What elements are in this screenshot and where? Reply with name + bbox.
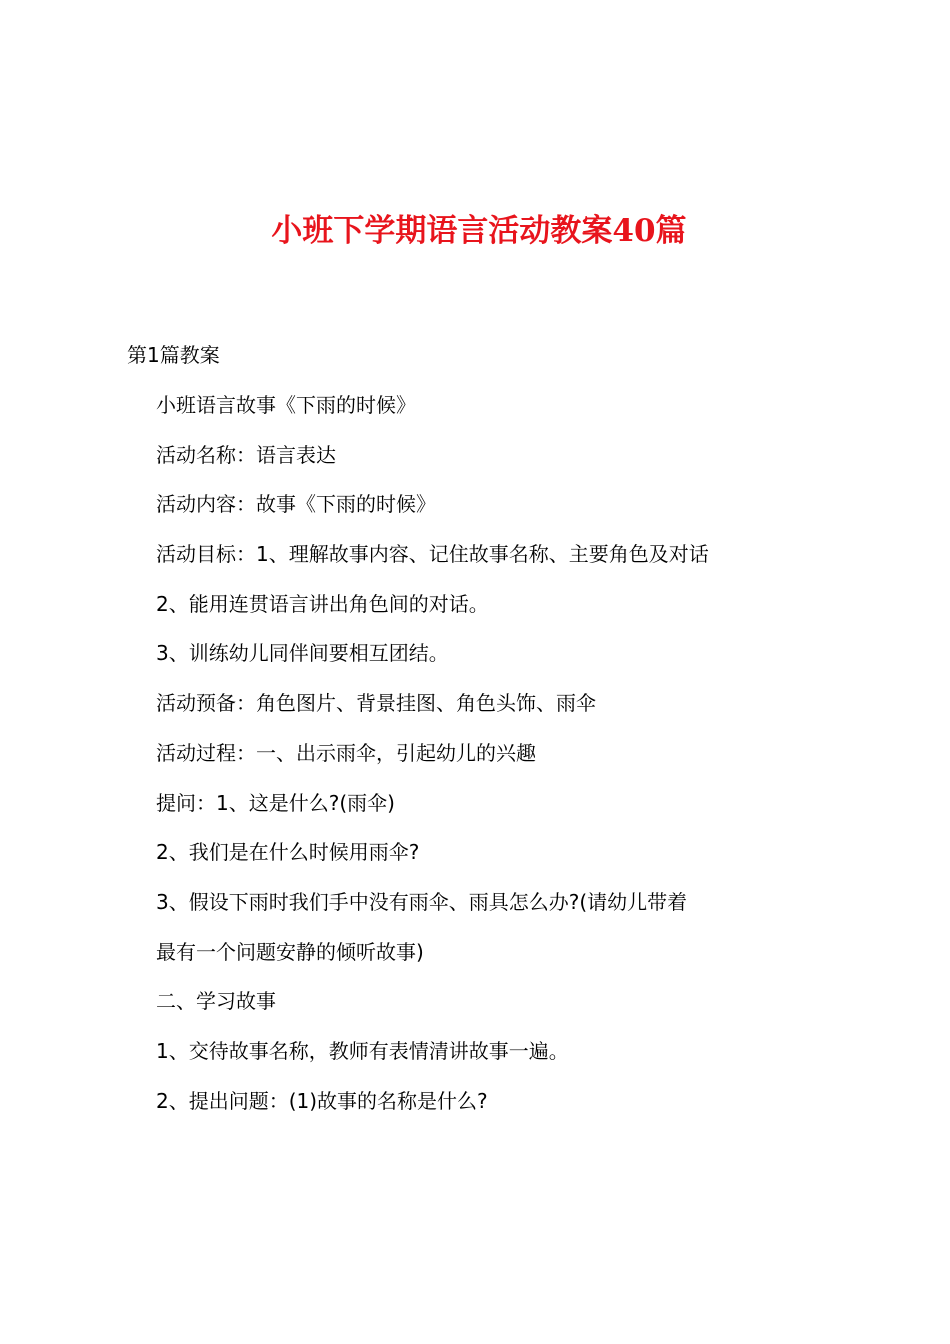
text-line: 活动过程：一、出示雨伞，引起幼儿的兴趣 bbox=[156, 740, 536, 765]
text-line: 活动预备：角色图片、背景挂图、角色头饰、雨伞 bbox=[156, 691, 596, 716]
text-line: 小班语言故事《下雨的时候》 bbox=[156, 393, 416, 417]
section-heading: 第1篇教案 bbox=[127, 343, 220, 367]
text-line: 活动名称：语言表达 bbox=[156, 442, 336, 467]
text-line: 2、提出问题：(1)故事的名称是什么? bbox=[156, 1088, 488, 1113]
text-line: 活动目标：1、理解故事内容、记住故事名称、主要角色及对话 bbox=[156, 542, 709, 567]
text-line: 2、我们是在什么时候用雨伞? bbox=[156, 840, 420, 865]
text-line: 2、能用连贯语言讲出角色间的对话。 bbox=[156, 591, 489, 616]
text-line: 3、训练幼儿同伴间要相互团结。 bbox=[156, 641, 449, 666]
document-title: 小班下学期语言活动教案40篇 bbox=[271, 213, 687, 249]
lesson-plan-body bbox=[156, 390, 916, 1135]
text-line: 1、交待故事名称，教师有表情清讲故事一遍。 bbox=[156, 1038, 569, 1063]
text-line: 提问：1、这是什么?(雨伞) bbox=[156, 790, 395, 815]
text-line: 二、学习故事 bbox=[156, 989, 276, 1014]
text-line: 3、假设下雨时我们手中没有雨伞、雨具怎么办?(请幼儿带着 bbox=[156, 889, 688, 914]
text-line: 活动内容：故事《下雨的时候》 bbox=[156, 492, 436, 517]
text-line: 最有一个问题安静的倾听故事) bbox=[156, 939, 424, 964]
